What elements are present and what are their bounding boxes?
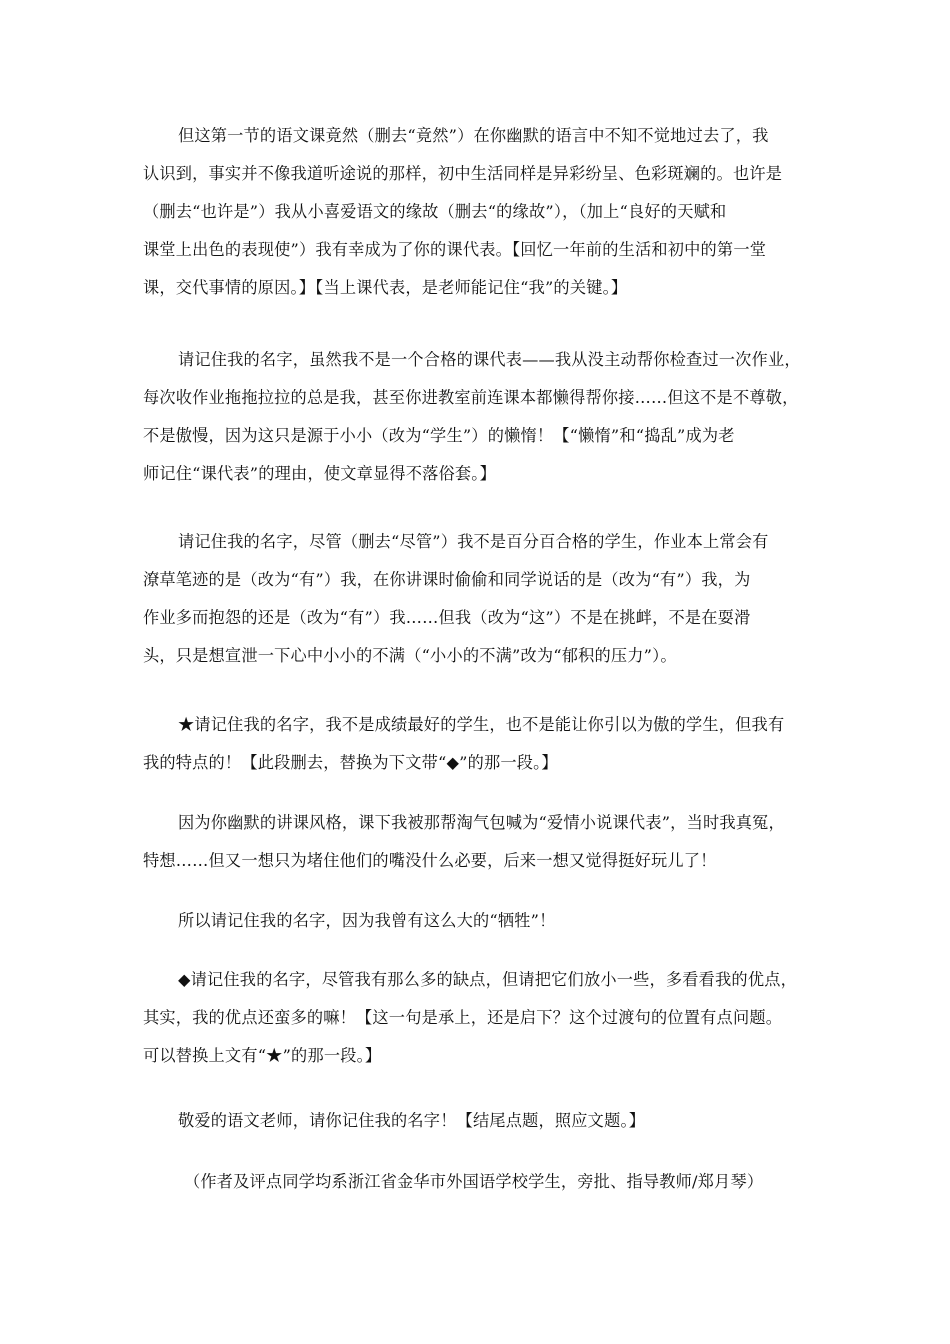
paragraph-line: 课堂上出色的表现使”）我有幸成为了你的课代表。【回忆一年前的生活和初中的第一堂	[143, 240, 767, 259]
paragraph-line: 我的特点的！【此段删去，替换为下文带“◆”的那一段。】	[143, 753, 558, 772]
paragraph-6	[143, 902, 811, 940]
paragraph-line: 认识到，事实并不像我道听途说的那样，初中生活同样是异彩纷呈、色彩斑斓的。也许是	[143, 164, 783, 183]
paragraph-line: ★请记住我的名字，我不是成绩最好的学生，也不是能让你引以为傲的学生，但我有	[178, 715, 785, 734]
paragraph-line: 敬爱的语文老师，请你记住我的名字！【结尾点题，照应文题。】	[178, 1111, 646, 1130]
paragraph-line: 因为你幽默的讲课风格，课下我被那帮淘气包喊为“爱情小说课代表”，当时我真冤，	[178, 813, 785, 832]
paragraph-line: 不是傲慢，因为这只是源于小小（改为“学生”）的懒惰！【“懒惰”和“捣乱”成为老	[143, 426, 735, 445]
paragraph-4	[143, 706, 811, 782]
paragraph-2	[143, 341, 811, 493]
paragraph-5	[143, 804, 811, 880]
paragraph-line: ◆请记住我的名字，尽管我有那么多的缺点，但请把它们放小一些，多看看我的优点，	[178, 970, 797, 989]
paragraph-line: 课，交代事情的原因。】【当上课代表，是老师能记住“我”的关键。】	[143, 278, 628, 297]
paragraph-line: 可以替换上文有“★”的那一段。】	[143, 1046, 382, 1065]
paragraph-7	[143, 961, 811, 1075]
paragraph-line: 每次收作业拖拖拉拉的总是我，甚至你进教室前连课本都懒得帮你接……但这不是不尊敬，	[143, 388, 799, 407]
paragraph-line: 其实，我的优点还蛮多的嘛！【这一句是承上，还是启下？这个过渡句的位置有点问题。	[143, 1008, 783, 1027]
paragraph-line: 师记住“课代表”的理由，使文章显得不落俗套。】	[143, 464, 496, 483]
paragraph-8	[143, 1102, 811, 1140]
paragraph-line: 但这第一节的语文课竟然（删去“竟然”）在你幽默的语言中不知不觉地过去了，我	[178, 126, 769, 145]
paragraph-line: 特想……但又一想只为堵住他们的嘴没什么必要，后来一想又觉得挺好玩儿了！	[143, 851, 717, 870]
paragraph-line: 作业多而抱怨的还是（改为“有”）我……但我（改为“这”）不是在挑衅，不是在耍滑	[143, 608, 751, 627]
paragraph-line: 请记住我的名字，虽然我不是一个合格的课代表——我从没主动帮你检查过一次作业，	[178, 350, 801, 369]
paragraph-line: 潦草笔迹的是（改为“有”）我，在你讲课时偷偷和同学说话的是（改为“有”）我，为	[143, 570, 751, 589]
paragraph-line: （删去“也许是”）我从小喜爱语文的缘故（删去“的缘故”），（加上“良好的天赋和	[143, 202, 727, 221]
paragraph-line: 头，只是想宣泄一下心中小小的不满（“小小的不满”改为“郁积的压力”）。	[143, 646, 677, 665]
paragraph-line: 所以请记住我的名字，因为我曾有这么大的“牺牲”！	[178, 911, 556, 930]
paragraph-1	[143, 117, 811, 307]
paragraph-line: 请记住我的名字，尽管（删去“尽管”）我不是百分百合格的学生，作业本上常会有	[178, 532, 769, 551]
paragraph-3	[143, 523, 811, 675]
author-credit: （作者及评点同学均系浙江省金华市外国语学校学生，旁批、指导教师/郑月琴）	[184, 1172, 764, 1191]
